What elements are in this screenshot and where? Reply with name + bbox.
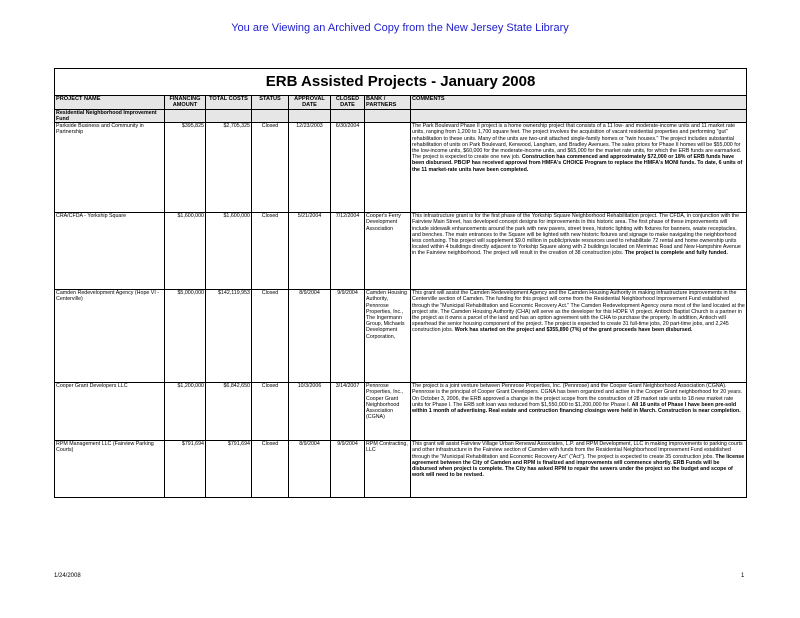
status: Closed bbox=[252, 383, 289, 441]
comment-status: The license agreement between the City of Camden and RPM is finalized and improvements will commence shortly. ERB Funds will be disbursed when project is complete. The City has asked RPM to repair the sewers under the project so the budget and scope of work will need to be revised. bbox=[412, 453, 745, 479]
comments bbox=[411, 441, 747, 498]
comments bbox=[411, 383, 747, 441]
project-name: Camden Redevelopment Agency (Hope VI - Centerville) bbox=[55, 290, 165, 383]
comment-text: This grant will assist Fairview Village Urban Renewal Associates, L.P. and RPM Development, LLC in making improvements to parking courts and other infrastructure in the Fairview section of Camden with funds from the Residential Neighborhood Improvement Fund established through the "Municipal Rehabilitation and Economic Recovery Act" ("Act"). The project is expected to create 35 construction jobs. bbox=[412, 441, 743, 460]
header-closed-date: CLOSED DATE bbox=[331, 96, 365, 110]
approval-date: 8/9/2004 bbox=[289, 290, 331, 383]
total-costs: $2,705,325 bbox=[206, 123, 252, 213]
header-financing-amount: FINANCING AMOUNT bbox=[165, 96, 206, 110]
header-bank-partners: BANK / PARTNERS bbox=[365, 96, 411, 110]
bank-partners: Pennrose Properties, Inc., Cooper Grant Neighborhood Association (CGNA) bbox=[365, 383, 411, 441]
closed-date: 6/30/2004 bbox=[331, 123, 365, 213]
page-number: 1 bbox=[741, 573, 745, 579]
section-label: Residential Neighborhood Improvement Fund bbox=[55, 109, 165, 122]
project-name: Parkside Business and Community in Partnership bbox=[55, 123, 165, 213]
bank-partners bbox=[365, 123, 411, 213]
header-comments: COMMENTS bbox=[411, 96, 747, 110]
status: Closed bbox=[252, 213, 289, 290]
closed-date: 9/9/2004 bbox=[331, 290, 365, 383]
comment-text: The project is a joint venture between Pennrose Properties, Inc. (Pennrose) and the Cooper Grant Neighborhood Association (CGNA). Pennrose is the principal of Cooper Grant Developers. CGNA has been organized and active in the Cooper Grant neighborhood for 20 years. On October 3, 2006, the ERB approved a change in the project scope from the construction of 28 market rate units to 18 new market rate units for Phase I. The ERB soft loan was reduced from $1,550,000 to $1,200,000 for Phase I. bbox=[412, 383, 743, 408]
total-costs: $6,842,650 bbox=[206, 383, 252, 441]
financing-amount: $395,825 bbox=[165, 123, 206, 213]
approval-date: 10/3/2006 bbox=[289, 383, 331, 441]
approval-date: 12/23/2003 bbox=[289, 123, 331, 213]
total-costs: $142,119,953 bbox=[206, 290, 252, 383]
table-row bbox=[55, 441, 747, 498]
table-row bbox=[55, 290, 747, 383]
financing-amount: $1,200,000 bbox=[165, 383, 206, 441]
header-status: STATUS bbox=[252, 96, 289, 110]
closed-date: 9/9/2004 bbox=[331, 441, 365, 498]
project-name: Cooper Grant Developers LLC bbox=[55, 383, 165, 441]
table-row bbox=[55, 383, 747, 441]
bank-partners: RPM Contracting, LLC bbox=[365, 441, 411, 498]
title-row bbox=[55, 69, 747, 96]
total-costs: $1,600,000 bbox=[206, 213, 252, 290]
approval-date: 8/9/2004 bbox=[289, 441, 331, 498]
page-title: ERB Assisted Projects - January 2008 bbox=[55, 69, 747, 96]
financing-amount: $791,694 bbox=[165, 441, 206, 498]
comment-text: This grant will assist the Camden Redevelopment Agency and the Camden Housing Authority in making infrastructure improvements in the Centerville section of Camden. The funding for this project will come from the Residential Neighborhood Improvement Fund established through the "Municipal Rehabilitation and Economic Recovery Act." The Camden Redevelopment Agency owns most of the land located at the project site. The Camden Housing Authority (CHA) will serve as the developer for this HOPE VI project. Antioch Baptist Church is a partner in the project as it owns a parcel of the land and has an option agreement with the CHA to purchase the property. In addition, Antioch will spearhead the senior housing component of the project. The project is expected to create 31 full-time jobs, 20 part-time jobs, and 2,245 construction jobs. bbox=[412, 290, 745, 334]
closed-date: 3/14/2007 bbox=[331, 383, 365, 441]
closed-date: 7/12/2004 bbox=[331, 213, 365, 290]
comment-status: All 18 units of Phase I have been pre-sold within 1 month of advertising. Real estate and contruction financing closings were held in March. Construction is near completion. bbox=[412, 401, 741, 415]
header-row bbox=[55, 96, 747, 110]
comments bbox=[411, 213, 747, 290]
status: Closed bbox=[252, 123, 289, 213]
approval-date: 5/21/2004 bbox=[289, 213, 331, 290]
project-name: CRA/CFDA - Yorkship Square bbox=[55, 213, 165, 290]
comments bbox=[411, 290, 747, 383]
bank-partners: Camden Housing Authority, Pennrose Properties, Inc., The Ingermann Group, Michaels Development Corporation, bbox=[365, 290, 411, 383]
footer-date: 1/24/2008 bbox=[54, 573, 81, 579]
bank-partners: Cooper's Ferry Development Association bbox=[365, 213, 411, 290]
comment-status: Construction has commenced and approximately $72,000 or 18% of ERB funds have been disbursed. PBCIP has received approval from HMFA's CHOICE Program to replace the HMFA's MONI funds. To date, 6 units of the 11 market-rate units have been completed. bbox=[412, 154, 743, 173]
total-costs: $791,694 bbox=[206, 441, 252, 498]
comment-status: The project is complete and fully funded. bbox=[624, 250, 728, 257]
table-row bbox=[55, 123, 747, 213]
header-approval-date: APPROVAL DATE bbox=[289, 96, 331, 110]
comment-text: The Park Boulevard Phase II project is a home ownership project that consists of a 11 low- and moderate-income units and 11 market rate units, ranging from 1,200 to 1,700 square feet. The project involves the acquisition of vacant residential properties and performing "gut" rehabilitation to these units. Many of the units are two-unit attached single-family homes or "twin houses." The project includes substantial rehabilitation of units on Park Boulevard, Kenwood, Langham, and Bradley Avenues. The sales prices for Phase II homes will be $55,000 for the low-income units, $60,000 for the moderate-income units, and $65,000 for the market rate units, for which the ERB funds are earmarked. The project is expected to create one new job. bbox=[412, 123, 742, 161]
comment-status: Work has started on the project and $355,890 (7%) of the grant proceeds have been disbursed. bbox=[454, 327, 693, 334]
status: Closed bbox=[252, 441, 289, 498]
comment-text: This infrastructure grant is for the first phase of the Yorkship Square Neighborhood Rehabilitation project. The CFDA, in conjunction with the Fairview Main Street, has developed concept designs for improvements in this historic area. The first phase of these improvements will include sidewalk enhancements around the park with new pavers, street trees, historic lighting with fixtures for banners, waste receptacles, and benches. The main entrances to the Square will be lighted with new historic fixtures and signage to make navigating the neighborhood less confusing. This project will supplement $9.0 million in public/private resources used to rehabilitate 72 rental and home ownership units located within 4 buildings directly adjacent to Yorkship Square along with 2 buildings located on Merrimac Road and New Hampshire Avenue in the Fairview neighborhood. The project will result in the creation of 38 construction jobs. bbox=[412, 213, 741, 257]
archive-banner: You are Viewing an Archived Copy from the New Jersey State Library bbox=[231, 22, 569, 34]
financing-amount: $5,000,000 bbox=[165, 290, 206, 383]
financing-amount: $1,600,000 bbox=[165, 213, 206, 290]
header-total-costs: TOTAL COSTS bbox=[206, 96, 252, 110]
project-name: RPM Management LLC (Fairview Parking Courts) bbox=[55, 441, 165, 498]
projects-table bbox=[54, 68, 747, 498]
header-project-name: PROJECT NAME bbox=[55, 96, 165, 110]
section-row bbox=[55, 109, 747, 122]
status: Closed bbox=[252, 290, 289, 383]
comments bbox=[411, 123, 747, 213]
table-row bbox=[55, 213, 747, 290]
